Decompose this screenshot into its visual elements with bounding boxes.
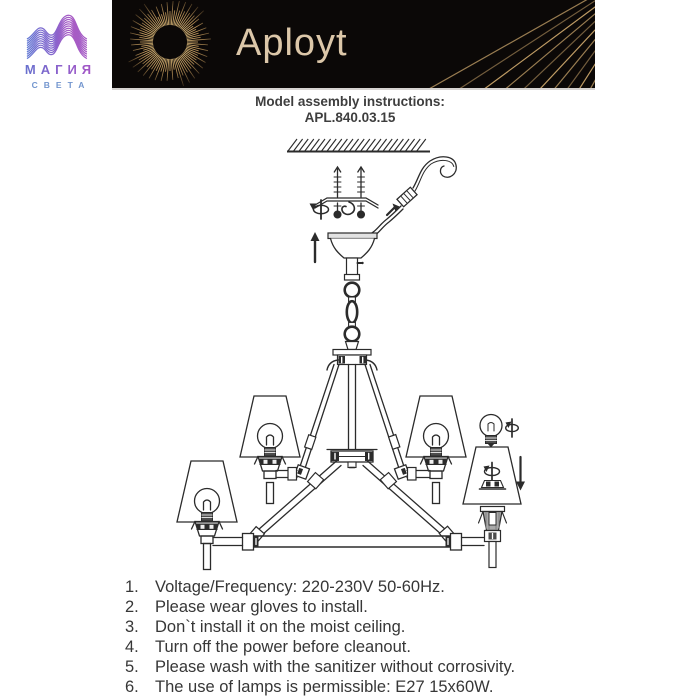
up-arrow-icon bbox=[311, 232, 320, 262]
banner-brand: Aployt bbox=[236, 22, 348, 64]
ring-diagonals bbox=[249, 461, 454, 542]
lamp-mid-right bbox=[406, 396, 466, 504]
instruction-number: 1. bbox=[125, 578, 139, 596]
lower-hub bbox=[327, 450, 377, 468]
instruction-number: 5. bbox=[125, 658, 139, 676]
bulb-rotate-icon bbox=[506, 419, 519, 437]
logo-waves-icon bbox=[12, 8, 104, 60]
sunburst-icon bbox=[129, 1, 211, 86]
magia-sveta-logo bbox=[6, 8, 110, 90]
instruction-text: Please wear gloves to install. bbox=[155, 598, 368, 616]
logo-brand-line1: МАГИЯ bbox=[6, 62, 110, 77]
instructions-list bbox=[125, 577, 515, 697]
chandelier-assembly-diagram bbox=[100, 125, 600, 585]
lamp-front-left bbox=[177, 461, 237, 570]
instruction-item bbox=[125, 577, 515, 597]
aployt-banner bbox=[112, 0, 595, 90]
upper-hub bbox=[327, 350, 377, 371]
exploded-shade bbox=[463, 447, 521, 504]
hanging-chain bbox=[345, 283, 360, 350]
instruction-number: 6. bbox=[125, 678, 139, 696]
instruction-text: Voltage/Frequency: 220-230V 50-60Hz. bbox=[155, 578, 445, 596]
instruction-item bbox=[125, 657, 515, 677]
mounting-screws bbox=[334, 167, 365, 218]
instruction-item bbox=[125, 617, 515, 637]
instruction-number: 2. bbox=[125, 598, 139, 616]
instruction-item bbox=[125, 637, 515, 657]
instruction-item bbox=[125, 597, 515, 617]
power-wire bbox=[367, 157, 456, 239]
wire-connector bbox=[397, 187, 417, 206]
instruction-text: Don`t install it on the moist ceiling. bbox=[155, 618, 406, 636]
front-bar bbox=[213, 534, 484, 551]
instruction-text: Please wash with the sanitizer without corrosivity. bbox=[155, 658, 516, 676]
ceiling-hatch bbox=[287, 139, 430, 152]
assembly-header bbox=[0, 94, 700, 126]
instruction-text: Turn off the power before cleanout. bbox=[155, 638, 411, 656]
lamp-mid-left bbox=[240, 396, 300, 504]
exploded-bulb bbox=[480, 415, 502, 448]
logo-brand-line2: СВЕТА bbox=[31, 80, 91, 90]
instruction-text: The use of lamps is permissible: E27 15x60W. bbox=[155, 678, 494, 696]
canopy bbox=[328, 233, 377, 280]
instruction-number: 4. bbox=[125, 638, 139, 656]
banner-art bbox=[112, 0, 595, 88]
model-number: APL.840.03.15 bbox=[304, 110, 396, 125]
exploded-lamp bbox=[463, 415, 525, 568]
instruction-item bbox=[125, 677, 515, 697]
assembly-title: Model assembly instructions: bbox=[255, 94, 445, 109]
instruction-number: 3. bbox=[125, 618, 139, 636]
